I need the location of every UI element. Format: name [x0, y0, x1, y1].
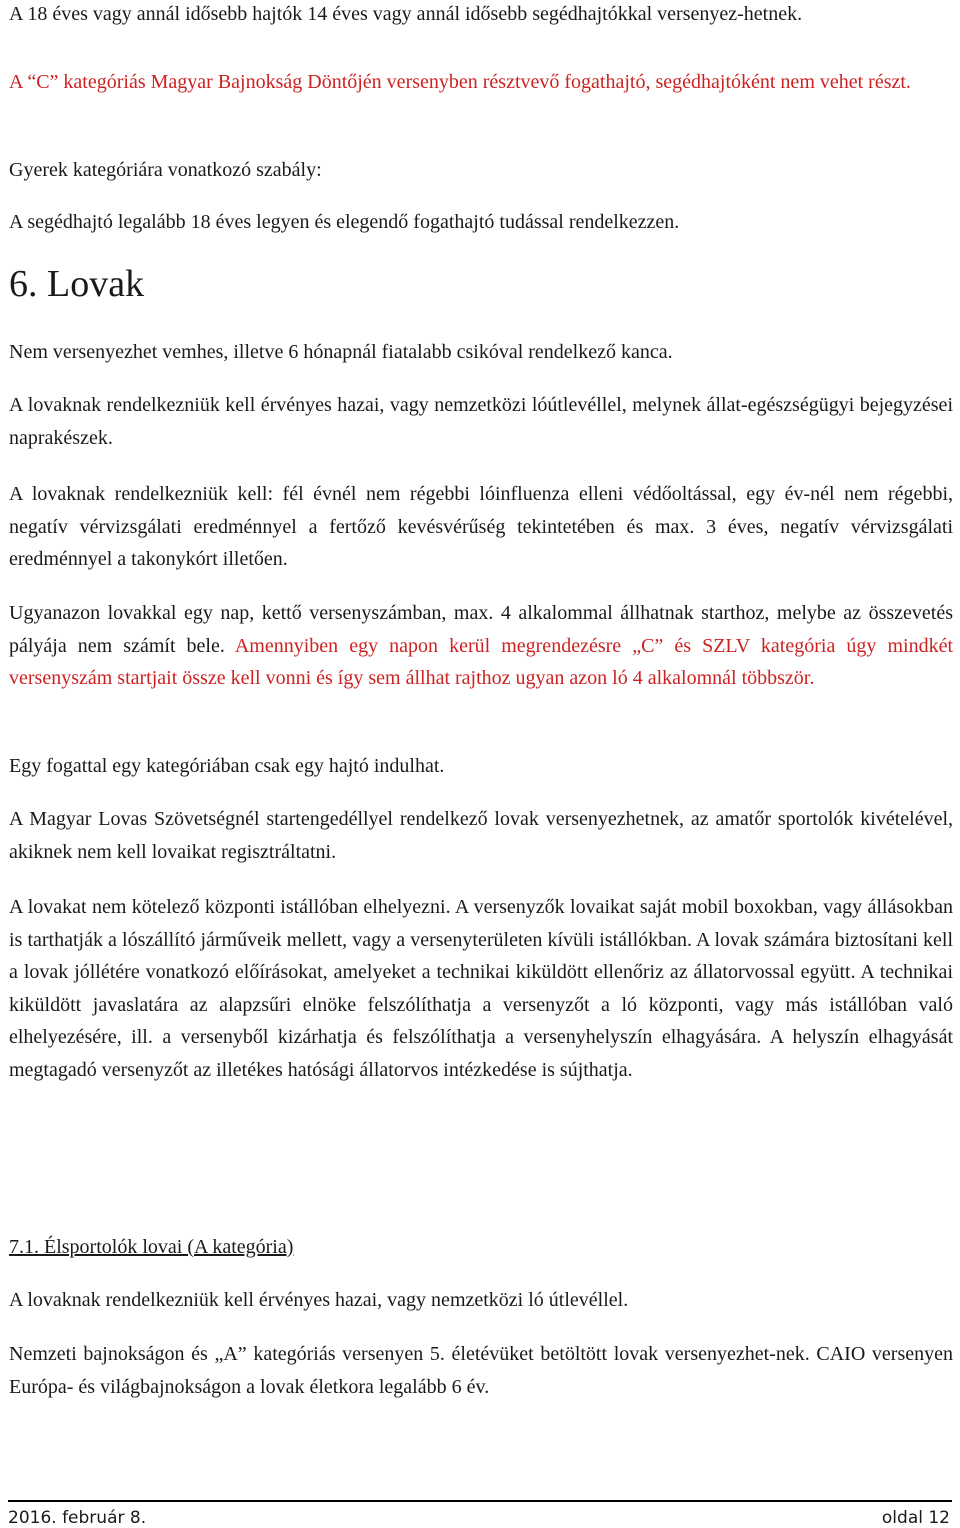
- footer-page-number: oldal 12: [881, 1508, 950, 1528]
- start-limits-text: Ugyanazon lovakkal egy nap, kettő versenyszámban, max. 4 alkalommal állhatnak starthoz, melybe az összevetés pályája nem számít bele.: [9, 602, 953, 657]
- paragraph-stables: A lovakat nem kötelező központi istállóban elhelyezni. A versenyzők lovaikat saját mobil boxokban, vagy állásokban is tarthatják a lószállító járműveik mellett, vagy a versenyterületen kívüli istállókban. A lovak számára biztosítani kell a lovak jóllétére vonatkozó előírásokat, amelyeket a technikai kiküldött ellenőriz az állatorvossal együtt. A technikai kiküldött javaslatára az alapzsűri elnöke felszólíthatja a versenyzőt a ló központi, vagy más istállóban való elhelyezésére, ill. a versenyből kizárhatja és felszólíthatja a versenyhelyszín elhagyására. A helyszín elhagyását megtagadó versenyzőt az illetékes hatósági állatorvos intézkedése is sújthatja.: [9, 896, 953, 1081]
- footer-date: 2016. február 8.: [8, 1508, 147, 1528]
- subsection-heading-elite: 7.1. Élsportolók lovai (A kategória): [9, 1236, 294, 1258]
- paragraph-child-rule-title: Gyerek kategóriára vonatkozó szabály:: [9, 159, 322, 181]
- paragraph-assistant-driver: A segédhajtó legalább 18 éves legyen és elegendő fogathajtó tudással rendelkezzen.: [9, 211, 680, 233]
- paragraph-passport: A lovaknak rendelkezniük kell érvényes hazai, vagy nemzetközi lóútlevéllel, melynek állat-egészségügyi bejegyzései naprakészek.: [9, 394, 953, 449]
- paragraph-one-driver: Egy fogattal egy kategóriában csak egy hajtó indulhat.: [9, 755, 445, 777]
- paragraph-c-category: A “C” kategóriás Magyar Bajnokság Döntőjén versenyben résztvevő fogathajtó, segédhajtóként nem vehet részt.: [9, 71, 911, 93]
- paragraph-federation: A Magyar Lovas Szövetségnél startengedéllyel rendelkező lovak versenyezhetnek, az amatőr sportolók kivételével, akiknek nem kell lovaikat regisztráltatni.: [9, 808, 953, 863]
- start-limits-red-text: Amennyiben egy napon kerül megrendezésre „C” és SZLV kategória úgy mindkét versenyszám startjait össze kell vonni és így sem állhat rajthoz ugyan azon ló 4 alkalomnál többször.: [9, 634, 953, 689]
- paragraph-age-rule: A 18 éves vagy annál idősebb hajtók 14 éves vagy annál idősebb segédhajtókkal versenyez-hetnek.: [9, 3, 803, 25]
- paragraph-vaccination: A lovaknak rendelkezniük kell: fél évnél nem régebbi lóinfluenza elleni védőoltással, egy év-nél nem régebbi, negatív vérvizsgálati eredménnyel a fertőző kevésvérűség tekintetében és max. 3 éves, negatív vérvizsgálati eredménnyel a takonykórt illetően.: [9, 483, 953, 570]
- page-footer: [8, 1500, 952, 1528]
- paragraph-pregnant-mare: Nem versenyezhet vemhes, illetve 6 hónapnál fiatalabb csikóval rendelkező kanca.: [9, 341, 673, 363]
- section-heading-horses: 6. Lovak: [9, 263, 145, 305]
- paragraph-start-limits: [9, 597, 953, 695]
- paragraph-elite-passport: A lovaknak rendelkezniük kell érvényes hazai, vagy nemzetközi ló útlevéllel.: [9, 1289, 629, 1311]
- paragraph-elite-age: Nemzeti bajnokságon és „A” kategóriás versenyen 5. életévüket betöltött lovak versenyezhet-nek. CAIO versenyen Európa- és világbajnokságon a lovak életkora legalább 6 év.: [9, 1343, 953, 1398]
